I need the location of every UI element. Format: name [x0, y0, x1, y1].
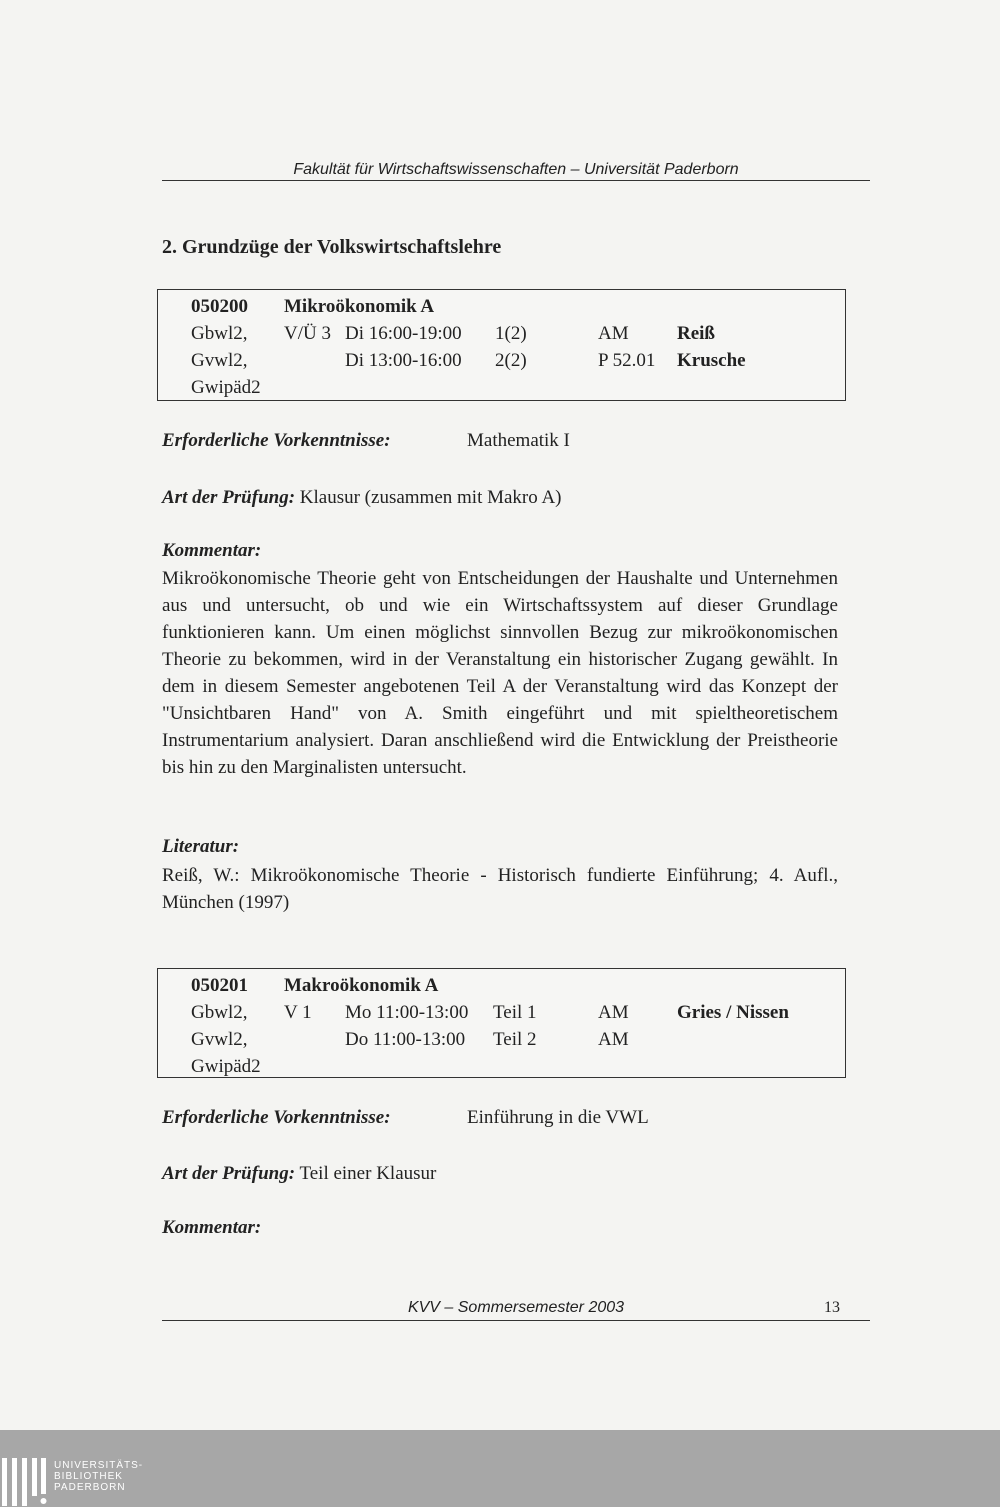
literature-text: Reiß, W.: Mikroökonomische Theorie - Historisch fundierte Einführung; 4. Aufl., München (1997): [162, 865, 838, 913]
course-box-050200: [157, 289, 846, 401]
exam-label: Art der Prüfung:: [162, 1163, 296, 1184]
comment-text: Mikroökonomische Theorie geht von Entscheidungen der Haushalte und Unternehmen aus und untersucht, ob und wie ein Wirtschaftssystem auf dieser Grundlage funktionieren kann. Um einen möglichst sinnvollen Bezug zur mikroökonomischen Theorie zu bekommen, wird in der Veranstaltung ein historischer Zugang gewählt. In dem in diesem Semester angebotenen Teil A der Veranstaltung wird das Konzept der "Unsichtbaren Hand" von A. Smith eingeführt und mit spieltheoretischem Instrumentarium analysiert. Daran anschließend wird die Entwicklung der Preistheorie bis hin zu den Marginalisten untersucht.: [162, 568, 838, 778]
program: Gvwl2,: [191, 1029, 248, 1050]
time-slot: Do 11:00-13:00: [345, 1029, 466, 1050]
prereq-label: Erforderliche Vorkenntnisse:: [162, 1107, 391, 1128]
library-bar: [0, 1430, 1000, 1507]
room: AM: [598, 1002, 629, 1023]
part: 1(2): [495, 323, 527, 344]
library-name: [54, 1460, 143, 1493]
schedule-row: [158, 320, 845, 347]
course-type: V/Ü 3: [284, 323, 331, 344]
time-slot: Di 13:00-16:00: [345, 350, 462, 371]
room: P 52.01: [598, 350, 656, 371]
comment-label: Kommentar:: [162, 540, 262, 561]
prereq-line: [162, 1107, 649, 1129]
lecturer: Krusche: [677, 350, 746, 371]
schedule-row: [158, 1026, 845, 1053]
page-number: 13: [824, 1299, 840, 1316]
schedule-row: [158, 347, 845, 374]
library-line-1: UNIVERSITÄTS-: [54, 1460, 144, 1471]
part: Teil 2: [493, 1029, 537, 1050]
exam-line: [162, 1163, 436, 1185]
room: AM: [598, 323, 629, 344]
program: Gbwl2,: [191, 1002, 248, 1023]
room: AM: [598, 1029, 629, 1050]
section-title: 2. Grundzüge der Volkswirtschaftslehre: [162, 236, 502, 258]
comment-label: Kommentar:: [162, 1217, 262, 1238]
footer-title: KVV – Sommersemester 2003: [407, 1299, 625, 1316]
program: Gwipäd2: [191, 1056, 261, 1077]
part: Teil 1: [493, 1002, 537, 1023]
page-header: Fakultät für Wirtschaftswissenschaften – Universität Paderborn: [162, 160, 870, 181]
lecturer: Gries / Nissen: [677, 1002, 789, 1023]
course-title: Makroökonomik A: [284, 975, 439, 996]
prereq-value: Mathematik I: [467, 430, 570, 451]
course-number: 050200: [191, 296, 248, 317]
page-footer: [162, 1298, 870, 1321]
schedule-row: [158, 999, 845, 1026]
course-box-050201: [157, 968, 846, 1078]
library-line-2: BIBLIOTHEK: [54, 1471, 123, 1482]
time-slot: Di 16:00-19:00: [345, 323, 462, 344]
prereq-value: Einführung in die VWL: [467, 1107, 649, 1128]
program: Gwipäd2: [191, 377, 261, 398]
course-type: V 1: [284, 1002, 312, 1023]
part: 2(2): [495, 350, 527, 371]
literature-label: Literatur:: [162, 836, 240, 857]
exam-value: Klausur (zusammen mit Makro A): [299, 487, 562, 508]
schedule-row: [158, 1053, 845, 1080]
course-number: 050201: [191, 975, 248, 996]
exam-value: Teil einer Klausur: [299, 1163, 437, 1184]
program: Gbwl2,: [191, 323, 248, 344]
schedule-row: [158, 374, 845, 401]
program: Gvwl2,: [191, 350, 248, 371]
library-logo-icon: [2, 1458, 48, 1506]
course-header-row: [158, 293, 845, 320]
lecturer: Reiß: [677, 323, 715, 344]
library-line-3: PADERBORN: [54, 1482, 126, 1493]
time-slot: Mo 11:00-13:00: [345, 1002, 469, 1023]
exam-line: [162, 487, 562, 509]
course-title: Mikroökonomik A: [284, 296, 435, 317]
course-header-row: [158, 972, 845, 999]
prereq-line: [162, 430, 570, 452]
exam-label: Art der Prüfung:: [162, 487, 296, 508]
prereq-label: Erforderliche Vorkenntnisse:: [162, 430, 391, 451]
